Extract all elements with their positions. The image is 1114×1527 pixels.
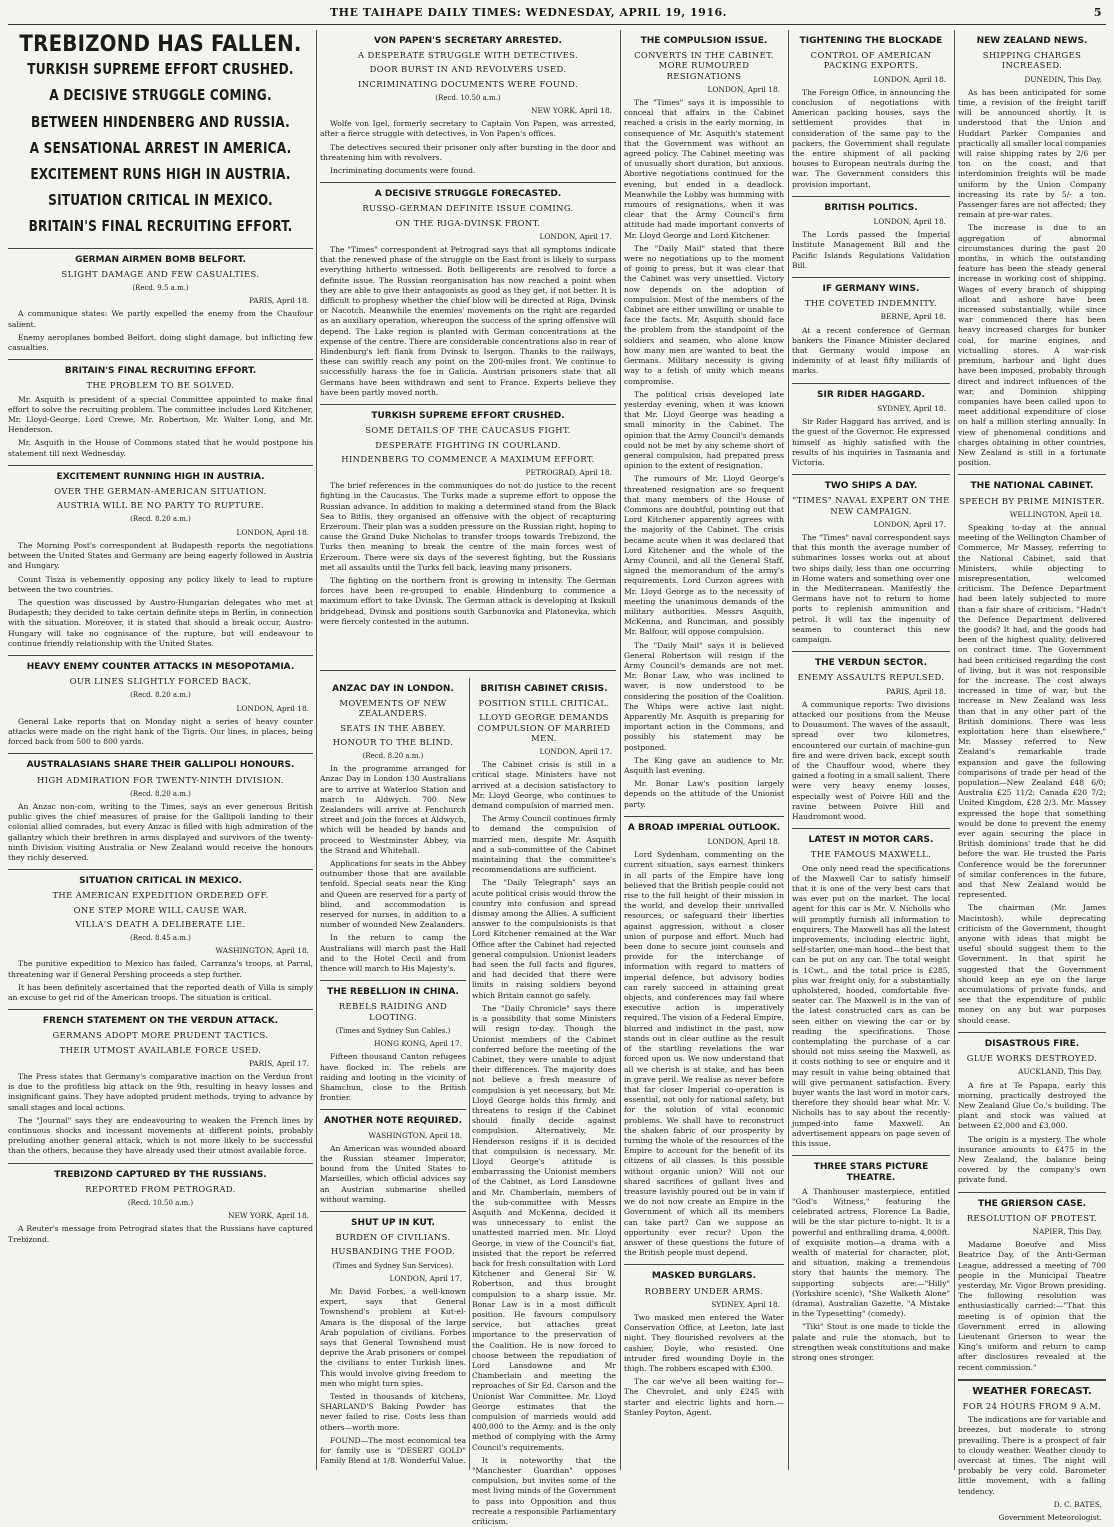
article-paragraph: Mr. Asquith in the House of Commons stated that he would postpone his statement till next Wednesday. xyxy=(8,438,313,458)
headline-main: TREBIZOND HAS FALLEN. xyxy=(19,32,302,57)
article-paragraph: The "Times" naval correspondent says that this month the average number of submarines losses works out at about two ships daily, less than one occurring in Home waters and something over one in the Mediterranean. Manifestly the Germans have not to return to home ports to replenish ammunition and petrol. It will tax the ingenuity of seamen to counteract this new campaign. xyxy=(792,532,950,644)
dateline: LONDON, April 18. xyxy=(707,837,780,847)
article-subhead: CONTROL OF AMERICAN PACKING EXPORTS. xyxy=(810,50,932,71)
rule xyxy=(958,474,1106,475)
article-paragraph: The "Times" says it is impossible to conceal that affairs in the Cabinet reached a crisis in the early morning, in consequence of Mr. Asquith's statement that the Government was without an agreed policy. The Cabinet meeting was of unusually short duration, but anxious. Abortive negotiations continued for the evening, but ended in a deadlock. Meanwhile the Lobby was humming with rumours of resignations, when it was clear that the Army Council's firm attitude had made important converts of Mr. Lloyd George and Lord Kitchener. xyxy=(624,98,784,240)
article-paragraph: Mr. David Forbes, a well-known expert, says that General Townshend's problem at Kut-el-Amara is the disposal of the large Arab population of civilians. Forbes says that General Townshend must deprive the Arab prisoners or compel the civilians to enter Turkish lines. This would involve giving freedom to men who might turn spies. xyxy=(320,1286,466,1388)
article-headline: TURKISH SUPREME EFFORT CRUSHED. xyxy=(371,411,565,422)
article-paragraph: The "Journal" says they are endeavouring to weaken the French lines by continuous shocks and incessant movements at different points, probably preluding another general attack, which is not more likely to be successful than the others, because they have already used their utmost available force. xyxy=(8,1115,313,1156)
article-paragraph: Count Tisza is vehemently opposing any policy likely to lead to rupture between the two countries. xyxy=(8,574,313,594)
article-headline: BRITAIN'S FINAL RECRUITING EFFORT. xyxy=(64,366,257,377)
headline-deck: TURKISH SUPREME EFFORT CRUSHED. xyxy=(27,60,294,79)
article-subhead: DESPERATE FIGHTING IN COURLAND. xyxy=(375,439,561,450)
headline-deck: BETWEEN HINDENBERG AND RUSSIA. xyxy=(31,112,290,131)
article-headline: HEAVY ENEMY COUNTER ATTACKS IN MESOPOTAMIA. xyxy=(26,661,295,672)
article-paragraph: The question was discussed by Austro-Hungarian delegates who met at Budapesth; they decided to take certain definite steps in Berlin, in connection with the situation. Moreover, it is stated that should a break occur, Austro-Hungary will take no cognisance of the rupture, but will endeavour to continue friendly relationship with the United States. xyxy=(8,597,313,648)
dateline: PARIS, April 17. xyxy=(248,1058,309,1068)
headline-deck: BRITAIN'S FINAL RECRUITING EFFORT. xyxy=(28,217,293,236)
article-paragraph: Applications for seats in the Abbey outnumber those that are available tenfold. Special seats near the King and Queen are reserved for a party of blind, and accommodation is reserved for nurses, in addition to a number of wounded New Zealanders. xyxy=(320,859,466,930)
column-3 xyxy=(624,30,784,1470)
rule xyxy=(8,465,313,466)
advertisement: Tested in thousands of kitchens, SHARLAND'S Baking Powder has never failed to rise. Costs less than others—worth more. xyxy=(320,1391,466,1432)
article-paragraph: A Reuter's message from Petrograd states that the Russians have captured Trebizond. xyxy=(8,1224,313,1244)
article-subhead: GLUE WORKS DESTROYED. xyxy=(966,1053,1098,1064)
article-headline: SHUT UP IN KUT. xyxy=(351,1217,435,1228)
dateline: WASHINGTON, April 18. xyxy=(368,1130,462,1140)
article-subhead: ONE STEP MORE WILL CAUSE WAR. xyxy=(73,904,248,915)
article-subhead: RESOLUTION OF PROTEST. xyxy=(966,1212,1098,1223)
article-paragraph: The political crisis developed late yesterday evening, when it was known that Mr. Lloyd George was heading a small minority in the Cabinet. The opinion that the Army Council's demands could not be met by any scheme short of general compulsion, had prepared press opinion to the extent of resignation. xyxy=(624,389,784,471)
article-paragraph: Fifteen thousand Canton refugees have flocked in. The rebels are raiding and looting in the vicinity of Shamchun, close to the British frontier. xyxy=(320,1052,466,1103)
article-paragraph: Two masked men entered the Water Conservation Office, at Leeton, late last night. They flourished revolvers at the cashier, Doyle, who resisted. One intruder fired wounding Doyle in the thigh. The robbers escaped with £300. xyxy=(624,1312,784,1373)
dateline: WASHINGTON, April 18. xyxy=(215,946,309,956)
received-time: (Recd. 8.20 a.m.) xyxy=(130,789,191,798)
received-time: (Times and Sydney Sun Cables.) xyxy=(335,1026,451,1035)
article-paragraph: Wolfe von Igel, formerly secretary to Captain Von Papen, was arrested, after a fierce struggle with detectives, in Von Papen's offices. xyxy=(320,119,616,139)
article-paragraph: Mr. Bonar Law's position largely depends on the attitude of the Unionist party. xyxy=(624,779,784,809)
rule xyxy=(792,1155,950,1156)
rule xyxy=(320,980,466,981)
article-paragraph: At a recent conference of German bankers the Finance Minister declared that Germany would impose an indemnity of at least fifty milliards of marks. xyxy=(792,325,950,376)
article-paragraph: The King gave an audience to Mr. Asquith last evening. xyxy=(624,755,784,776)
masthead-title: THE TAIHAPE DAILY TIMES: WEDNESDAY, APRIL 19, 1916. xyxy=(330,6,727,19)
article-subhead: ON THE RIGA-DVINSK FRONT. xyxy=(395,217,541,228)
article-paragraph: One only need read the specifications of the Maxwell Car to satisfy himself that it is one of the very best cars that was ever put on the market. The local agent for this car is Mr. V. Nicholls who will promptly furnish all information to enquirers. The Maxwell has all the latest improvements, including electric light, self-starter, one-man hood—the best that can be put on any car. The total weight is 1Cwt., and the total price is £285, plus war freight only, for a substantially upholstered, hooded, comfortable five-seater car. The Maxwell is in the van of the latest constructed cars as can be seen either on viewing the car or by reading the specifications. Those contemplating the purchase of a car should not miss seeing the Maxwell, as it costs nothing to see or enquire and it may result in value being obtained that will give permanent satisfaction. Every buyer wants the last word in motor cars, therefore they should hear what Mr. V. Nicholls has to say about the recently-jumped-into fame Maxwell. An advertisement appears on page seven of this issue. xyxy=(792,863,950,1149)
article-headline: ANZAC DAY IN LONDON. xyxy=(332,684,454,694)
rule xyxy=(8,869,313,870)
article-paragraph: The punitive expedition to Mexico has failed, Carranza's troops, at Parral, threatening war if General Pershing proceeds a step further. xyxy=(8,959,313,979)
article-paragraph: The Foreign Office, in announcing the conclusion of negotiations with American packing houses, says the settlement provides that in consideration of the same pay to the packers, the Government shall regulate the entire shipment of all packing houses to European neutrals during the war. The Government considers this provision important. xyxy=(792,87,950,189)
received-time: (Recd. 8.20 a.m.) xyxy=(362,752,424,761)
received-time: (Recd. 10.50 a.m.) xyxy=(127,1199,194,1208)
article-headline: EXCITEMENT RUNNING HIGH IN AUSTRIA. xyxy=(56,471,265,482)
column-5 xyxy=(958,30,1106,1523)
article-paragraph: Enemy aeroplanes bombed Belfort, doing slight damage, but inflicting few casualties. xyxy=(8,332,313,353)
article-headline: THE REBELLION IN CHINA. xyxy=(327,987,459,998)
dateline: LONDON, April 17. xyxy=(389,1273,462,1283)
article-headline: A BROAD IMPERIAL OUTLOOK. xyxy=(627,822,781,833)
rule xyxy=(792,277,950,278)
article-subhead: SEATS IN THE ABBEY. xyxy=(340,722,446,733)
article-paragraph: It is noteworthy that the "Manchester Guardian" opposes compulsion, but invites some of the most living minds of the Government to pass into Opposition and thus recreate a responsible Parliamentary criticism. xyxy=(472,1455,616,1527)
column-4 xyxy=(792,30,950,1470)
advertisement: The car we've all been waiting for—The Chevrolet, and only £245 with starter and electric lights and horn.—Stanley Poyton, Agent. xyxy=(624,1377,784,1417)
article-headline: LATEST IN MOTOR CARS. xyxy=(808,835,934,846)
article-subhead: LLOYD GEORGE DEMANDS COMPULSION OF MARRIED MEN. xyxy=(477,712,611,743)
dateline: SYDNEY, April 18. xyxy=(877,403,946,413)
rule xyxy=(792,196,950,197)
article-paragraph: The origin is a mystery. The whole insurance amounts to £475 in the New Zealand, the balance being covered by the company's own private fund. xyxy=(958,1134,1106,1185)
dateline: LONDON, April 17. xyxy=(873,519,946,529)
top-rule xyxy=(8,24,1106,25)
article-subhead: INCRIMINATING DOCUMENTS WERE FOUND. xyxy=(357,78,579,89)
column-rule xyxy=(788,30,789,1470)
article-headline: WEATHER FORECAST. xyxy=(972,1385,1092,1397)
article-paragraph: Madame Boeufve and Miss Beatrice Day, of the Anti-German League, addressed a meeting of 700 people in the Municipal Theatre yesterday, Mr. Vigor Brown presiding. The following resolution was enthusiastically carried:—"That this meeting is of opinion that the Government erred in allowing Lieutenant Grierson to wear the King's uniform and return to camp after disclosures revealed at the recent commission." xyxy=(958,1240,1106,1372)
dateline: LONDON, April 17. xyxy=(539,231,612,241)
dateline: PETROGRAD, April 18. xyxy=(525,467,612,477)
rule xyxy=(958,1032,1106,1033)
article-paragraph: In the programme arranged for Anzac Day in London 130 Australians are to arrive at Waterloo Station and march to Aldwych. 700 New Zealanders will arrive at Fenchurch street and join the forces at Aldwych, which will be headed by bands and proceed to Westminster Abbey, via the Strand and Whitehall. xyxy=(320,764,466,855)
article-headline: THREE STARS PICTURE THEATRE. xyxy=(813,1162,929,1183)
rule xyxy=(320,670,616,671)
page-number: 5 xyxy=(1093,6,1102,19)
received-time: (Recd. 8.45 a.m.) xyxy=(130,933,191,942)
article-headline: THE NATIONAL CABINET. xyxy=(970,481,1094,492)
article-headline: NEW ZEALAND NEWS. xyxy=(976,36,1088,46)
dateline: WELLINGTON, April 18. xyxy=(1009,509,1102,519)
rule xyxy=(792,383,950,384)
article-subhead: FOR 24 HOURS FROM 9 A.M. xyxy=(962,1400,1102,1411)
column-rule xyxy=(469,678,470,1470)
rule xyxy=(792,474,950,475)
dateline: NEW YORK, April 18. xyxy=(531,106,612,116)
dateline: SYDNEY, April 18. xyxy=(711,1299,780,1309)
article-subhead: VILLA'S DEATH A DELIBERATE LIE. xyxy=(75,918,246,929)
article-headline: MASKED BURGLARS. xyxy=(651,1271,757,1282)
headline-deck: EXCITEMENT RUNS HIGH IN AUSTRIA. xyxy=(30,165,291,184)
column-rule xyxy=(954,30,955,1470)
article-subhead: HUSBANDING THE FOOD. xyxy=(330,1246,456,1257)
column-2-right xyxy=(472,678,616,1527)
rule xyxy=(624,816,784,817)
article-paragraph: The brief references in the communiques do not do justice to the recent fighting in the Caucasus. The Turks made a supreme effort to oppose the Russian advance. In addition to making a determined stand from the Black Sea to Bitlis, they organised an offensive with the object of recapturing Erzeroum. Their plan was a sudden pressure on the Russian right, hoping to cause the Grand Duke Nicholas to transfer troops towards Trebizond, the Turks then meaning to break the centre of the main forces west of Erzeroum. There were six days of the severest fighting, but the Russians met all assaults until the Turks fell back, leaving many prisoners. xyxy=(320,481,616,572)
article-paragraph: A communique states: We partly expelled the enemy from the Chaufour salient. xyxy=(8,309,313,329)
article-paragraph: In the return to camp the Australians will march past the Hall and to the Hotel Cecil and from thence will march to His Majesty's. xyxy=(320,933,466,974)
article-subhead: MOVEMENTS OF NEW ZEALANDERS. xyxy=(339,698,447,719)
column-2 xyxy=(320,30,616,676)
article-headline: THE VERDUN SECTOR. xyxy=(815,658,927,669)
article-headline: FRENCH STATEMENT ON THE VERDUN ATTACK. xyxy=(42,1016,279,1027)
dateline: DUNEDIN, This Day. xyxy=(1024,74,1102,84)
headline-deck: A SENSATIONAL ARREST IN AMERICA. xyxy=(29,138,292,157)
article-subhead: OUR LINES SLIGHTLY FORCED BACK. xyxy=(69,676,252,687)
rule xyxy=(624,1264,784,1265)
article-headline: ANOTHER NOTE REQUIRED. xyxy=(324,1116,462,1127)
dateline: PARIS, April 18. xyxy=(885,686,946,696)
article-paragraph: A fire at Te Papapa, early this morning, practically destroyed the New Zealand Glue Co.'s building. The plant and stock was valued at between £2,000 and £3,000. xyxy=(958,1080,1106,1131)
article-subhead: A DESPERATE STRUGGLE WITH DETECTIVES. xyxy=(357,50,579,61)
article-subhead: GERMANS ADOPT MORE PRUDENT TACTICS. xyxy=(52,1030,269,1041)
article-paragraph: The "Times" correspondent at Petrograd says that all symptoms indicate that the renewed phase of the struggle on the East front is likely to surpass everything hitherto witnessed. Both belligerents are resolved to force a definite issue. The Russian reorganisation has now reached a point when they are able to give their antagonists as good as they get, if not better. It is difficult to prophesy whether the chief blow will be directed at Riga, Dvinsk or Nacotch. Meanwhile the enemies' movements on the right are regarded as an auxiliary operation, whereupon the success of the spring offensive will depend. The Lake region is planted with German concentrations at the expense of the centre. There are considerable concentrations also in rear of Hindenburg's left flank from Dvinsk to Isergon. Thanks to the railways, these can swiftly reach any point on the 200-miles front. We continue to successfully harass the foe in Galicia. Austrian prisoners state that all Germans have been withdrawn and sent to France. Experts believe they have been partly moved north. xyxy=(320,245,616,397)
dateline: NAPIER, This Day. xyxy=(1032,1226,1102,1236)
signature-title: Government Meteorologist. xyxy=(998,1513,1102,1523)
headline-deck: A DECISIVE STRUGGLE COMING. xyxy=(49,86,272,105)
received-time: (Recd. 8.20 a.m.) xyxy=(130,691,191,700)
article-paragraph: The chairman (Mr. James Macintosh), while deprecating criticism of the Government, thought anyone with ideas that might be useful should suggest them to the Government. In that spirit he suggested that the Government should keep an eye on the large accumulations of private funds, and see that the expenditure of public money on any but war purposes should cease. xyxy=(958,903,1106,1025)
article-paragraph: A communique reports: Two divisions attacked our positions from the Meuse to Douaumont. The waves of the assault, spread over two kilometres, encountered our curtain of machine-gun fire and were driven back, except south of the Chauffour wood, where they gained a footing in a small salient. There were very heavy enemy losses, especially west of Poivre Hill and the ravine between Poivre Hill and Haudromont wood. xyxy=(792,699,950,821)
article-paragraph: Sir Rider Haggard has arrived, and is the guest of the Governor. He expressed himself as highly satisfied with the results of his inquiries in Tasmania and Victoria. xyxy=(792,417,950,467)
article-paragraph: The Army Council continues firmly to demand the compulsion of married men, despite Mr. Asquith and a sub-committee of the Cabinet maintaining that the committee's recommendations are sufficient. xyxy=(472,814,616,875)
dateline: LONDON, April 18. xyxy=(873,217,946,227)
article-subhead: RUSSO-GERMAN DEFINITE ISSUE COMING. xyxy=(362,203,574,214)
rule xyxy=(8,753,313,754)
rule xyxy=(320,404,616,405)
column-rule xyxy=(316,30,317,1470)
advertisement: FOUND—The most economical tea for family use is "DESERT GOLD" Family Blend at 1/8. Wonderful Value. xyxy=(320,1435,466,1466)
rule xyxy=(320,182,616,183)
rule xyxy=(8,1163,313,1164)
article-subhead: CONVERTS IN THE CABINET. MORE RUMOURED RESIGNATIONS xyxy=(634,50,774,81)
article-subhead: SOME DETAILS OF THE CAUCASUS FIGHT. xyxy=(365,425,571,436)
article-headline: THE GRIERSON CASE. xyxy=(977,1198,1087,1209)
article-subhead: THE PROBLEM TO BE SOLVED. xyxy=(86,380,235,391)
article-headline: TWO SHIPS A DAY. xyxy=(824,481,918,492)
rule xyxy=(8,1009,313,1010)
article-paragraph: The indications are for variable and breezes, but moderate to strong prevailing. There is a prospect of fair to cloudy weather. Weather cloudy to overcast at times. The night will probably be very cold. Barometer little movement, with a falling tendency. xyxy=(958,1415,1106,1496)
article-headline: SITUATION CRITICAL IN MEXICO. xyxy=(79,876,242,887)
dateline: AUCKLAND, This Day. xyxy=(1018,1067,1102,1077)
advertisement: "Tiki" Stout is one made to tickle the palate and rule the stomach, but to strengthen weak constitutions and make strong ones stronger. xyxy=(792,1322,950,1362)
article-headline: TIGHTENING THE BLOCKADE xyxy=(799,36,943,46)
article-paragraph: The increase is due to an aggregation of abnormal circumstances during the past 20 months, in which the outstanding feature has been the steady general increase in working cost of shipping. Wages of every branch of shipping afloat and ashore have been increased substantially, while since war commenced there has been heavy increased charges for bunker coal, for marine engines, and victualling stores. A war-risk premium, harbour and light dues have been imposed, probably through direct and indirect influences of the war, and Dominion shipping companies have been called upon to meet additional expenditure of close on half a million sterling annually. In view of phenomenal conditions and charges obtaining in other countries, New Zealand is still in a fortunate position. xyxy=(958,223,1106,468)
article-subhead: THE AMERICAN EXPEDITION ORDERED OFF. xyxy=(52,890,269,901)
article-subhead: THE FAMOUS MAXWELL. xyxy=(810,849,932,860)
article-headline: AUSTRALASIANS SHARE THEIR GALLIPOLI HONOURS. xyxy=(26,760,295,771)
rule xyxy=(958,1379,1106,1381)
article-paragraph: The Press states that Germany's comparative inaction on the Verdun front is due to the profitless big attack on the 9th, resulting in heavy losses and insignificant gains. They have adopted prudent methods, trying to advance by small stages and local actions. xyxy=(8,1072,313,1112)
article-paragraph: The fighting on the northern front is growing in intensity. The German forces have been re-grouped to enable Hindenburg to commence a maximum effort to take Dvinsk. The German attack is developing at Ikskull bridgehead, Dvinsk and positions south Garbunovka and Platonevka, which were fiercely contested in the autumn. xyxy=(320,575,616,626)
article-subhead: THE COVETED INDEMNITY. xyxy=(804,298,938,309)
article-headline: TREBIZOND CAPTURED BY THE RUSSIANS. xyxy=(54,1169,267,1180)
article-subhead: HINDENBERG TO COMMENCE A MAXIMUM EFFORT. xyxy=(341,453,595,464)
article-subhead: HONOUR TO THE BLIND. xyxy=(332,736,454,747)
article-subhead: OVER THE GERMAN-AMERICAN SITUATION. xyxy=(54,486,267,497)
article-headline: BRITISH CABINET CRISIS. xyxy=(480,684,608,694)
article-paragraph: An Anzac non-com, writing to the Times, says an ever generous British public gives the chief measures of praise for the Gallipoli landing to their colonial allied comrades, but every Anzac is filled with high admiration of the gallantry which their brethren in arms displayed and survivors of the twenty-ninth Division visiting Australia or New Zealand would receive the honours they richly deserved. xyxy=(8,801,313,862)
article-paragraph: The Morning Post's correspondent at Budapesth reports the negotiations between the United States and Germany are being eagerly followed in Austria and Hungary. xyxy=(8,540,313,571)
rule xyxy=(958,1192,1106,1193)
article-paragraph: The "Daily Telegraph" says an acute political crisis would throw the country into confusion and spread dismay among the Allies. A sufficient answer to the compulsionists is that Lord Kitchener remained at the War Office after the Cabinet had rejected general compulsion. Unionist leaders had seen the full facts and figures, and had decided that there were limits in raising soldiers beyond which Britain cannot go safely. xyxy=(472,878,616,1000)
article-subhead: THEIR UTMOST AVAILABLE FORCE USED. xyxy=(59,1044,262,1055)
rule xyxy=(8,359,313,360)
article-paragraph: The detectives secured their prisoner only after bursting in the door and threatening him with revolvers. xyxy=(320,142,616,162)
article-headline: BRITISH POLITICS. xyxy=(824,202,918,213)
dateline: NEW YORK, April 18. xyxy=(228,1211,309,1221)
article-paragraph: The "Daily Mail" stated that there were no negotiations up to the moment of going to press, but it was clear that the Cabinet was very unsettled. Victory now depends on the adoption of compulsion. Most of the members of the Cabinet are either unwilling or unable to face the facts. Mr. Asquith should face the problem from the standpoint of the soldiers and seamen, who alone know how many men are wanted to beat the Germans. Military necessity is giving way to a fetish of unity which means compromise. xyxy=(624,243,784,386)
dateline: LONDON, April 18. xyxy=(236,703,309,713)
article-paragraph: The "Daily Chronicle" says there is a possibility that some Ministers will resign to-day. Though the Unionist members of the Cabinet conferred before the meeting of the Cabinet, they were unable to adjust their differences. The majority does not believe a fresh measure of compulsion is yet necessary, but Mr. Lloyd George holds this firmly, and threatens to resign if the Cabinet should finally decide against compulsion. Alternatively, Mr. Henderson resigns if it is decided that compulsion is necessary. Mr. Lloyd George's attitude is embarrassing the Unionist members of the Cabinet, as Lord Lansdowne and Mr. Chamberlain, members of the sub-committee with Messrs Asquith and McKenna, decided it was unnecessary to enlist the unattested married men. Mr. Lloyd George, in view of the Council's fiat, insisted that the report be referred back for fresh consultation with Lord Kitchener and General Sir W. Robertson, and thus brought compulsion to a sharp issue. Mr. Bonar Law is in a most difficult position. He favours compulsory service, but attaches great importance to the preservation of the Coalition. He is now forced to choose between the repudiation of Lord Lansdowne and Mr Chamberlain and meeting the reproaches of Sir Ed. Carson and the Unionist War Committee. Mr. Lloyd George estimates that the compulsion of marrieds would add 400,000 to the Army, and is the only method of complying with the Army Council's requirements. xyxy=(472,1003,616,1452)
masthead xyxy=(0,0,1114,24)
article-subhead: DOOR BURST IN AND REVOLVERS USED. xyxy=(369,64,567,75)
article-paragraph: General Lake reports that on Monday night a series of heavy counter attacks were made on the right bank of the Tigris. Our lines, in places, being forced back from 500 to 800 yards. xyxy=(8,716,313,747)
article-subhead: "TIMES" NAVAL EXPERT ON THE NEW CAMPAIGN. xyxy=(792,495,950,516)
article-headline: VON PAPEN'S SECRETARY ARRESTED. xyxy=(374,36,562,46)
article-paragraph: The Lords passed the Imperial Institute Management Bill and the Pacific Islands Regulations Validation Bill. xyxy=(792,230,950,270)
article-headline: IF GERMANY WINS. xyxy=(822,284,920,295)
article-paragraph: Mr. Asquith is president of a special Committee appointed to make final effort to solve the recruiting problem. The committee includes Lord Kitchener, Mr. Lloyd-George, Lord Crewe, Mr. Robertson, Mr. Walter Long, and Mr. Henderson. xyxy=(8,394,313,435)
article-subhead: SLIGHT DAMAGE AND FEW CASUALTIES. xyxy=(61,268,260,279)
article-paragraph: Incriminating documents were found. xyxy=(330,166,476,176)
column-2-left xyxy=(320,678,466,1470)
rule xyxy=(320,1109,466,1110)
received-time: (Recd. 9.5 a.m.) xyxy=(132,284,189,293)
article-subhead: SPEECH BY PRIME MINISTER. xyxy=(959,495,1105,506)
article-subhead: ENEMY ASSAULTS REPULSED. xyxy=(797,672,945,683)
column-rule xyxy=(620,30,621,1470)
article-paragraph: The rumours of Mr. Lloyd George's threatened resignation are so frequent that many members of the House of Commons are doubtful, pointing out that Lord Kitchener apparently agrees with the majority of the Cabinet. The crisis became acute when it was declared that Lord Kitchener and the whole of the Army Council, and all the General Staff, signed the memorandum of the army's requirements. Lord Curzon agrees with Mr. Lloyd George as to the necessity of meeting the unanimous demands of the military authorities. Messrs Asquith, McKenna, and Runciman, and possibly Mr. Balfour, will oppose compulsion. xyxy=(624,474,784,637)
dateline: HONG KONG, April 17. xyxy=(374,1039,462,1049)
signature: D. C. BATES, xyxy=(1053,1499,1102,1509)
article-headline: THE COMPULSION ISSUE. xyxy=(640,36,768,46)
dateline: LONDON, April 18. xyxy=(236,527,309,537)
rule xyxy=(8,248,313,249)
dateline: LONDON, April 18. xyxy=(873,74,946,84)
received-time: (Times and Sydney Sun Services). xyxy=(332,1261,454,1270)
dateline: LONDON, April 18. xyxy=(707,84,780,94)
article-subhead: POSITION STILL CRITICAL. xyxy=(478,698,610,709)
article-paragraph: Lord Sydenham, commenting on the current situation, says earnest thinkers in all parts of the Empire have long believed that the British people could not rise to the full height of their mission in the world, and develop their unrivalled resources, or safeguard their liberties against aggression, without a closer union of purpose and effort. Much had been done to secure joint counsels and provide for the interchange of information with regard to matters of imperial defence, but advisory bodies can rarely succeed in attaining great objects, and conferences may fail where executive action is imperatively required. The vision of a Federal Empire, blurred and indistinct in the past, now stands out in clear outline as the result of the startling revelations the war forced upon us. We now understand that all we cherish is at stake, and has been in grave peril. We realise as never before that far closer Imperial co-operation is essential, not only for national safety, but for the solution of vital economic problems. We shall have to reconstruct the shaken fabric of our prosperity by turning the whole of the resources of the Empire to account for the benefit of its citizens of all classes. Is this possible without organic union? Will not our shared sacrifices of gallant lives and treasure lavishly poured out be in vain if we do not now create an Empire in the Government of which all its members can take part? Can we suppose an opportunity ever recur? Upon the answer of these questions the future of the British people must depend. xyxy=(624,850,784,1258)
article-headline: A DECISIVE STRUGGLE FORECASTED. xyxy=(374,189,562,200)
article-headline: DISASTROUS FIRE. xyxy=(984,1038,1080,1049)
article-subhead: AUSTRIA WILL BE NO PARTY TO RUPTURE. xyxy=(56,500,265,511)
dateline: PARIS, April 18. xyxy=(248,296,309,306)
article-subhead: BURDEN OF CIVILIANS. xyxy=(335,1232,451,1243)
article-subhead: HIGH ADMIRATION FOR TWENTY-NINTH DIVISION. xyxy=(37,774,284,785)
column-1 xyxy=(8,30,313,1470)
dateline: BERNE, April 18. xyxy=(880,312,946,322)
article-paragraph: It has been definitely ascertained that the reported death of Villa is simply an excuse to get rid of the American troops. The situation is critical. xyxy=(8,982,313,1002)
article-paragraph: Speaking to-day at the annual meeting of the Wellington Chamber of Commerce, Mr Massey, referring to the National Cabinet, said that Ministers, while objecting to misrepresentation, welcomed criticism. The Defence Department had been lately subjected to more than a fair share of criticism. "Hadn't the Defence Department delivered the goods? It had, and the goods had been of the highest quality, delivered on contract time. The Government had been criticised regarding the cost of living, but it was not responsible for the increase. The cost always increased in time of war, but the increase in New Zealand was less than that in any other part of the British dominions. There was less exploitation here than elsewhere." Mr. Massey referred to New Zealand's remarkable trade expansion and gave the following comparisons of trade per head of the population—New Zealand £48 6/0; Australia £25 11/2; Canada £20 7/2; United Kingdom, £28 2/3. Mr. Massey expressed the hope that something would be done to prevent the enemy ever again securing the place in British dominions' trade that he did before the war. He trusted the Paris Conference would be the forerunner of similar conferences in the future, and that New Zealand would be represented. xyxy=(958,522,1106,900)
article-subhead: SHIPPING CHARGES INCREASED. xyxy=(982,50,1082,71)
received-time: (Recd. 10.50 a.m.) xyxy=(435,93,501,102)
article-headline: GERMAN AIRMEN BOMB BELFORT. xyxy=(75,254,246,265)
rule xyxy=(8,655,313,656)
article-paragraph: An American was wounded aboard the Russian steamer Imperator, bound from the United States to Marseilles, which official advices say an Austrian submarine shelled without warning. xyxy=(320,1143,466,1204)
rule xyxy=(320,1211,466,1212)
article-paragraph: The Cabinet crisis is still in a critical stage. Ministers have not arrived at a decision satisfactory to Mr. Lloyd George, who continues to demand compulsion of married men. xyxy=(472,760,616,811)
article-subhead: REBELS RAIDING AND LOOTING. xyxy=(338,1001,448,1022)
headline-deck: SITUATION CRITICAL IN MEXICO. xyxy=(48,191,273,210)
received-time: (Recd. 8.20 a.m.) xyxy=(130,515,191,524)
article-paragraph: A Thanhouser masterpiece, entitled "God's Witness," featuring the celebrated actress, Florence La Badie, will be the star picture to-night. It is a powerful and enthralling drama, 4,000ft. of exquisite motion—a drama with a wealth of material for character, plot, and situation, making a tremendous story that haunts the memory. The supporting subjects are:—"Hilly" (Yorkshire scenic), "She Walketh Alone" (drama), Australian Gazette, "A Mistake in the Typesetting" (comedy). xyxy=(792,1186,950,1319)
article-headline: SIR RIDER HAGGARD. xyxy=(817,389,925,400)
dateline: LONDON, April 17. xyxy=(539,747,612,757)
article-subhead: REPORTED FROM PETROGRAD. xyxy=(85,1183,236,1194)
article-subhead: ROBBERY UNDER ARMS. xyxy=(644,1285,764,1296)
rule xyxy=(792,828,950,829)
article-paragraph: The "Daily Mail" says it is believed General Robertson will resign if the Army Council's demands are not met. Mr. Bonar Law, who was inclined to waver, is now understood to be considering the position of the Coalition. The Whips were active last night. Apparently Mr. Asquith is preparing for important action in the Commons, and possibly his statement may be postponed. xyxy=(624,640,784,752)
article-paragraph: As has been anticipated for some time, a revision of the freight tariff will be announced shortly. It is understood that the Union and Huddart Parker Companies and practically all smaller local companies will raise shipping rates by 2/6 per ton on the coast, and that interdominion freights will be made uniform by the Union Company increasing its rate by 5/- a ton. Passenger fares are not affected; they remain at pre-war rates. xyxy=(958,87,1106,220)
rule xyxy=(792,651,950,652)
